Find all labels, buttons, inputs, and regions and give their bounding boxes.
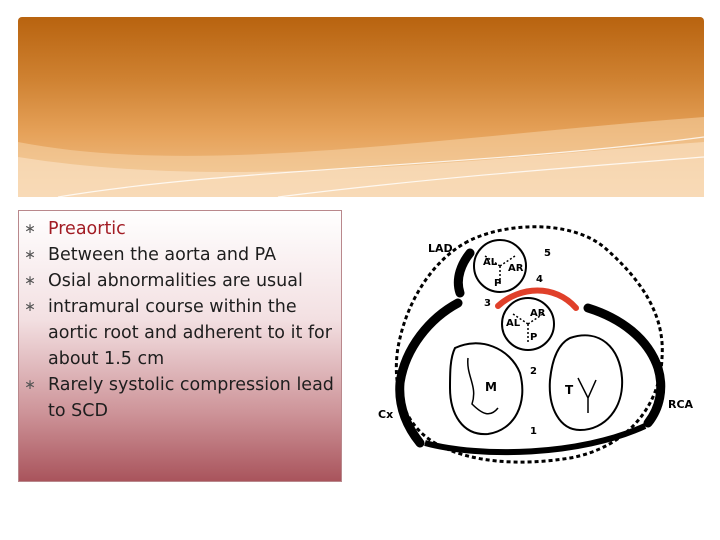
label-cx: Cx [378, 408, 394, 421]
bullet-icon: ∗ [24, 221, 36, 237]
bullet-panel [18, 210, 342, 482]
bullet-text: intramural course within the aortic root and adherent to it for about 1.5 cm [48, 297, 332, 369]
label-n3: 3 [484, 298, 491, 309]
bullet-icon: ∗ [24, 299, 36, 315]
tricuspid-valve [550, 335, 622, 430]
label-rca: RCA [668, 398, 694, 411]
label-n1: 1 [530, 426, 537, 437]
label-t: T [565, 383, 574, 397]
banner-decoration [18, 17, 704, 197]
label-n2: 2 [530, 366, 537, 377]
bullet-icon: ∗ [24, 377, 36, 393]
bullet-icon: ∗ [24, 247, 36, 263]
bullet-item [19, 372, 335, 424]
title-banner [18, 17, 704, 197]
bullet-text: Between the aorta and PA [48, 245, 277, 265]
bullet-list [19, 211, 341, 424]
label-p-top: P [494, 278, 502, 289]
label-ar-bottom: AR [530, 308, 546, 319]
bullet-text: Osial abnormalities are usual [48, 271, 303, 291]
label-al-top: AL [483, 257, 498, 268]
label-al-bottom: AL [506, 318, 521, 329]
bullet-item [19, 216, 335, 242]
bullet-item [19, 268, 335, 294]
lad-artery [458, 253, 470, 293]
bullet-item [19, 242, 335, 268]
label-n5: 5 [544, 248, 551, 259]
bullet-item [19, 294, 335, 372]
label-m: M [485, 380, 497, 394]
bullet-text: Preaortic [48, 219, 126, 239]
label-n4: 4 [536, 274, 543, 285]
bullet-text: Rarely systolic compression lead to SCD [48, 375, 334, 421]
bullet-icon: ∗ [24, 273, 36, 289]
label-ar-top: AR [508, 263, 524, 274]
label-p-bottom: P [530, 332, 538, 343]
label-lad: LAD [428, 242, 453, 255]
coronary-anatomy-diagram [370, 208, 700, 478]
